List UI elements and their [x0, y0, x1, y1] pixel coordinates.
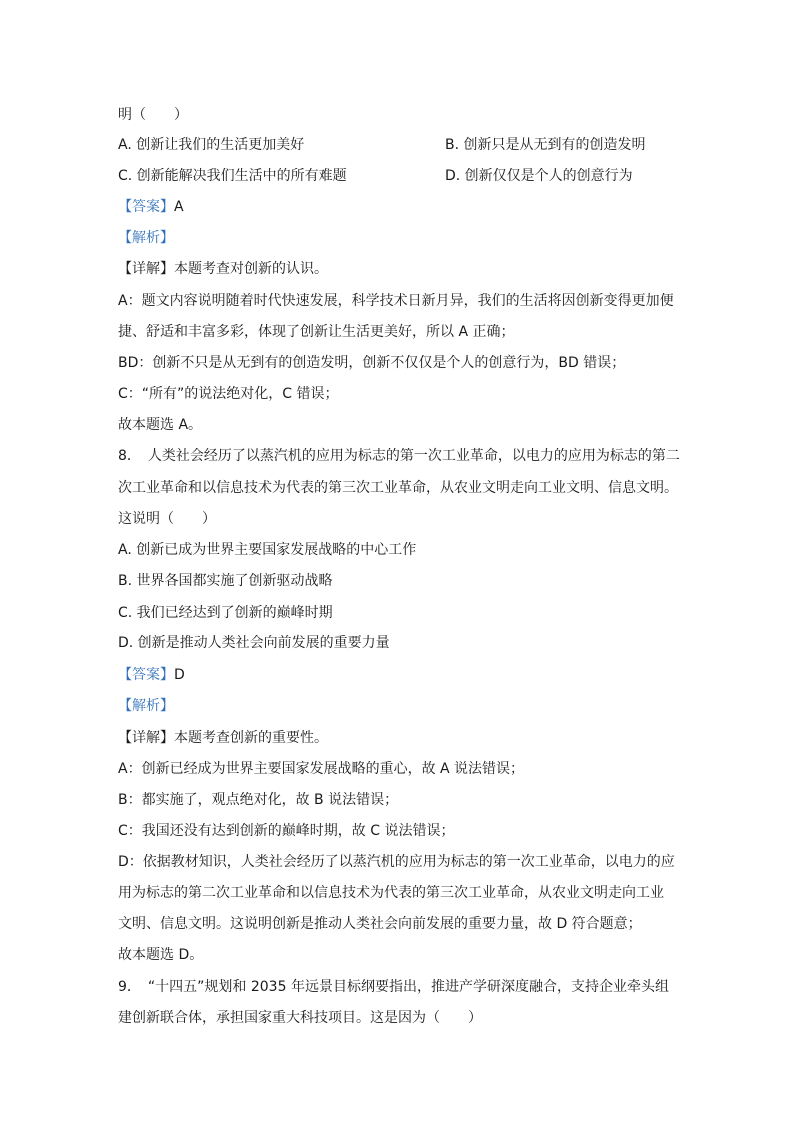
q7-detail	[118, 260, 328, 278]
q7-analysis-tag: 【解析】	[118, 230, 174, 246]
q8-explanation-line: A：创新已经成为世界主要国家发展战略的重心，故 A 说法错误；	[118, 761, 525, 777]
q8-option-c: C. 我们已经达到了创新的巅峰时期	[118, 605, 333, 621]
q9-stem-line: 建创新联合体，承担国家重大科技项目。这是因为（ ）	[118, 1010, 482, 1026]
q7-explanation-line: 捷、舒适和丰富多彩，体现了创新让生活更美好，所以 A 正确；	[118, 324, 515, 340]
q8-stem-line: 这说明（ ）	[118, 511, 216, 527]
q7-explanation-line: 故本题选 A。	[118, 417, 203, 433]
q7-answer-value: A	[174, 199, 184, 215]
q7-answer-tag: 【答案】	[118, 199, 174, 215]
q8-explanation-line: D：依据教材知识，人类社会经历了以蒸汽机的应用为标志的第一次工业革命，以电力的应	[118, 854, 675, 870]
q7-option-a: A. 创新让我们的生活更加美好	[118, 137, 305, 153]
q7-detail-tag: 【详解】	[118, 261, 174, 277]
q7-option-d: D. 创新仅仅是个人的创意行为	[445, 168, 633, 184]
q8-detail	[118, 729, 328, 747]
q8-explanation-line: 文明、信息文明。这说明创新是推动人类社会向前发展的重要力量，故 D 符合题意；	[118, 916, 642, 932]
q7-explanation-line: C：“所有”的说法绝对化，C 错误；	[118, 386, 339, 402]
q8-answer-value: D	[174, 667, 185, 683]
q8-option-a: A. 创新已成为世界主要国家发展战略的中心工作	[118, 542, 417, 558]
q8-detail-text: 本题考查创新的重要性。	[174, 730, 328, 746]
q7-explanation-line: BD：创新不只是从无到有的创造发明，创新不仅仅是个人的创意行为，BD 错误；	[118, 355, 626, 371]
q7-option-c: C. 创新能解决我们生活中的所有难题	[118, 168, 347, 184]
q8-explanation-line: B：都实施了，观点绝对化，故 B 说法错误；	[118, 792, 399, 808]
q8-answer-tag: 【答案】	[118, 667, 174, 683]
q8-detail-tag: 【详解】	[118, 730, 174, 746]
q7-answer	[118, 198, 184, 216]
q8-analysis-tag: 【解析】	[118, 698, 174, 714]
q8-stem-line: 次工业革命和以信息技术为代表的第三次工业革命，从农业文明走向工业文明、信息文明。	[118, 480, 678, 496]
q7-stem-tail: 明（ ）	[118, 107, 188, 123]
q8-option-b: B. 世界各国都实施了创新驱动战略	[118, 573, 333, 589]
q8-explanation-line: 故本题选 D。	[118, 947, 204, 963]
q8-explanation-line: C：我国还没有达到创新的巅峰时期，故 C 说法错误；	[118, 823, 455, 839]
q8-answer	[118, 666, 185, 684]
q9-stem-line: 9． “十四五”规划和 2035 年远景目标纲要指出，推进产学研深度融合，支持企业牵头组	[118, 979, 669, 995]
q7-detail-text: 本题考查对创新的认识。	[174, 261, 328, 277]
q8-stem-line: 8． 人类社会经历了以蒸汽机的应用为标志的第一次工业革命，以电力的应用为标志的第二	[118, 448, 680, 464]
q8-explanation-line: 用为标志的第二次工业革命和以信息技术为代表的第三次工业革命，从农业文明走向工业	[118, 885, 664, 901]
q7-option-b: B. 创新只是从无到有的创造发明	[445, 137, 646, 153]
q7-explanation-line: A：题文内容说明随着时代快速发展，科学技术日新月异，我们的生活将因创新变得更加便	[118, 293, 674, 309]
q8-option-d: D. 创新是推动人类社会向前发展的重要力量	[118, 635, 390, 651]
